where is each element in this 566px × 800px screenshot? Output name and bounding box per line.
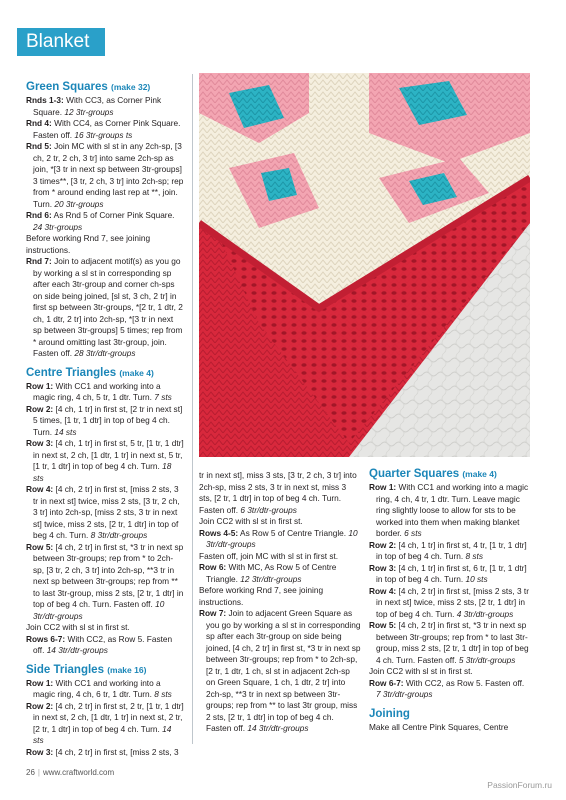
heading-text: Green Squares <box>26 81 108 93</box>
join-note: Join CC2 with sl st in first st. <box>369 666 473 676</box>
instruction-row <box>26 256 184 360</box>
row-count: 28 3tr/dtr-groups <box>74 348 136 358</box>
section-heading-side-triangles <box>26 663 184 677</box>
page-footer <box>26 768 114 777</box>
instruction-row <box>26 678 184 701</box>
row-label: Row 3: <box>369 562 397 573</box>
join-note: Join CC2 with sl st in first st. <box>199 516 303 526</box>
blanket-photo-illustration <box>199 73 530 457</box>
row-count: 16 3tr-groups ts <box>74 129 133 140</box>
row-label: Row 4: <box>369 585 397 596</box>
section-heading-centre-triangles <box>26 366 184 380</box>
row-text: tr in next st], miss 3 sts, [3 tr, 2 ch, 3 tr] into 2ch-sp, miss 2 sts, 3 tr in next st, miss 3 sts, [2 tr, 1 dtr] in top of beg 4 ch. Turn. Fasten off. <box>199 470 357 515</box>
column-2 <box>199 470 361 735</box>
page-title: Blanket <box>17 28 105 56</box>
row-text: With CC4, as Corner Pink Square. Fasten off. <box>33 118 181 140</box>
row-count: 7 sts <box>154 392 172 402</box>
footer-website-link[interactable]: www.craftworld.com <box>42 768 115 777</box>
row-count: 12 3tr/dtr-groups <box>240 573 302 584</box>
row-text: [4 ch, 1 tr] in first st, 6 tr, [1 tr, 1 dtr] in top of beg 4 ch. Turn. <box>376 562 527 584</box>
row-label: Row 1: <box>26 380 54 391</box>
section-heading-green-squares <box>26 80 184 94</box>
instruction-row <box>369 482 529 540</box>
instruction-row <box>26 404 184 439</box>
row-text: As Rnd 5 of Corner Pink Square. <box>51 210 175 220</box>
row-count: 14 sts <box>33 723 172 745</box>
instruction-row <box>199 528 361 551</box>
row-count: 24 3tr-groups <box>33 221 83 232</box>
row-label: Rnd 6: <box>26 210 52 220</box>
row-text: [4 ch, 1 tr] in first st, 5 tr, [1 tr, 1 dtr] in next st, 2 ch, [1 dtr, 1 tr] in next st, 5 tr, [1 tr, 1 dtr] in top of beg 4 ch. Turn. <box>33 438 184 471</box>
joining-text: Make all Centre Pink Squares, Centre <box>369 721 509 732</box>
section-heading-joining: Joining <box>369 707 410 720</box>
instruction-row <box>199 608 361 735</box>
row-label: Rnd 4: <box>26 118 52 128</box>
joining-note: Before working Rnd 7, see joining instructions. <box>26 233 151 255</box>
watermark: PassionForum.ru <box>487 780 552 790</box>
instruction-row <box>26 438 184 484</box>
row-text: [4 ch, 2 tr] in first st, [miss 2 sts, 3 tr in next st] twice, miss 2 sts, [2 tr, 1 dtr] in top of beg 4 ch. Turn. <box>376 585 529 619</box>
instruction-row <box>369 540 529 563</box>
row-count: 6 sts <box>404 528 422 538</box>
row-count: 14 sts <box>54 426 77 437</box>
row-label: Row 6: <box>199 562 227 572</box>
instruction-row <box>369 678 529 701</box>
row-text: Join to adjacent motif(s) as you go by working a sl st in corresponding sp after each 3tr-group and corner ch-sps on side being joined, [sl st, 3 ch, 2 tr] in first sp between 3tr-groups, *[2 tr, 1 dtr, 2 ch, 1 dtr, 2 tr] into 2ch-sp, *[3 tr in next sp between 3tr-groups] 5 times; rep from * around omitting last 3tr-group, join. Fasten off. <box>33 256 183 358</box>
instruction-row <box>26 484 184 542</box>
row-label: Row 5: <box>369 620 397 630</box>
row-text: As Row 5 of Centre Triangle. <box>238 527 349 538</box>
instruction-row <box>26 747 184 759</box>
instruction-continued <box>199 470 361 516</box>
column-3 <box>369 467 529 733</box>
row-count: 14 3tr/dtr-groups <box>46 645 108 655</box>
row-text: [4 ch, 2 tr] in first st, [miss 2 sts, 3 <box>53 746 179 757</box>
heading-text: Quarter Squares <box>369 468 460 480</box>
row-count: 12 3tr-groups <box>64 106 114 117</box>
row-label: Row 6-7: <box>369 677 404 688</box>
row-text: With CC3, as Corner Pink Square. <box>33 95 162 117</box>
join-note: Join CC2 with sl st in first st. <box>26 622 130 632</box>
row-label: Rows 4-5: <box>199 527 239 538</box>
row-text: With CC1 and working into a magic ring, 4 ch, 6 tr, 1 dtr. Turn. <box>33 677 161 699</box>
footer-separator: | <box>37 768 40 777</box>
row-label: Row 4: <box>26 484 54 494</box>
row-label: Row 1: <box>26 677 54 688</box>
instruction-row <box>369 586 529 621</box>
row-text: [4 ch, 2 tr] in first st, [miss 2 sts, 3 tr in next st] twice, miss 2 sts, [3 tr, 2 ch, 3 tr] into 2ch-sp, [miss 2 sts, 3 tr in next st] twice, miss 2 sts, [2 tr, 1 dtr] in top of beg 4 ch. Turn. <box>33 484 180 540</box>
row-count: 7 3tr/dtr-groups <box>376 689 433 699</box>
instruction-row <box>26 210 184 233</box>
instruction-row <box>26 141 184 210</box>
row-text: [4 ch, 2 tr] in first st, *3 tr in next sp between 3tr-groups; rep from * to last 3tr-group, miss 2 sts, [2 tr, 1 dtr] in top of beg 4 ch. Turn. Fasten off. <box>376 620 529 665</box>
heading-text: Side Triangles <box>26 663 104 676</box>
row-text: [4 ch, 1 tr] in first st, 4 tr, [1 tr, 1 dtr] in top of beg 4 ch. Turn. <box>376 539 527 561</box>
row-count: 10 3tr/dtr-groups <box>206 527 358 549</box>
row-label: Row 5: <box>26 541 54 552</box>
row-count: 20 3tr-groups <box>54 198 104 209</box>
row-label: Rnd 5: <box>26 141 52 151</box>
row-count: 6 3tr/dtr-groups <box>240 504 297 515</box>
make-count: (make 4) <box>119 367 154 378</box>
make-count: (make 16) <box>107 664 147 675</box>
row-text: Join to adjacent Green Square as you go by working a sl st in corresponding sp after each 3tr-group on side being joined, [4 ch, 2 tr] in first st, *3 tr in next sp between 3tr-groups; rep from * to 2ch-sp, [2 tr, 1 dtr, 1 ch, sl st in adjacent 2ch-sp on Green Square, 1 ch, 1 dtr, 2 tr] into 2ch-sp, **3 tr in next sp between 3tr-groups; rep from ** to last 3tr group, miss 2 sts, [2 tr, 1 dtr] in top of beg 4 ch. Fasten off. <box>206 608 361 733</box>
fasten-note: Fasten off, join MC with sl st in first st. <box>199 550 339 561</box>
row-text: With CC2, as Row 5. Fasten off. <box>33 633 173 655</box>
row-text: [4 ch, 1 tr] in first st, [2 tr in next st] 5 times, [1 tr, 1 dtr] in top of beg 4 ch. Turn. <box>33 403 183 437</box>
row-text: With CC2, as Row 5. Fasten off. <box>403 677 525 688</box>
row-label: Row 3: <box>26 746 54 757</box>
row-label: Rnd 7: <box>26 256 52 266</box>
row-count: 5 3tr/dtr-groups <box>458 654 516 665</box>
row-count: 10 sts <box>465 574 488 584</box>
instruction-row <box>26 542 184 623</box>
instruction-row <box>26 701 184 747</box>
column-1 <box>26 80 184 758</box>
make-count: (make 32) <box>111 82 151 92</box>
instruction-row <box>199 562 361 585</box>
row-label: Row 2: <box>26 700 54 711</box>
row-label: Rnds 1-3: <box>26 95 64 105</box>
row-count: 18 sts <box>33 461 172 483</box>
make-count: (make 4) <box>462 469 497 479</box>
row-text: [4 ch, 2 tr] in first st, 2 tr, [1 tr, 1 dtr] in next st, 2 ch, [1 dtr, 1 tr] in next st, 2 tr, [2 tr, 1 dtr] in top of beg 4 ch. Turn. <box>33 700 184 734</box>
row-count: 14 3tr/dtr-groups <box>247 723 309 733</box>
row-count: 8 sts <box>154 689 172 699</box>
row-count: 4 3tr/dtr-groups <box>456 608 514 619</box>
row-label: Row 3: <box>26 438 54 448</box>
instruction-row <box>26 95 184 118</box>
joining-note: Before working Rnd 7, see joining instructions. <box>199 585 324 607</box>
blanket-photo <box>199 73 530 457</box>
row-label: Row 2: <box>369 539 397 550</box>
instruction-row <box>26 634 184 657</box>
row-count: 10 3tr/dtr-groups <box>33 599 165 621</box>
row-text: [4 ch, 2 tr] in first st, *3 tr in next sp between 3tr-groups; rep from * to 2ch-sp, [3 tr, 2 ch, 3 tr] into 2ch-sp, **3 tr in next sp between 3tr-groups; rep from ** to last 3tr-group, miss 2 sts, [2 tr, 1 dtr] in top of beg 4 ch. Turn. Fasten off. <box>33 541 184 609</box>
row-label: Rows 6-7: <box>26 633 66 644</box>
section-heading-quarter-squares <box>369 467 529 481</box>
row-text: With CC1 and working into a magic ring, 4 ch, 5 tr, 1 dtr. Turn. <box>33 380 161 402</box>
row-count: 8 sts <box>465 551 484 561</box>
column-divider <box>192 74 193 744</box>
row-text: With CC1 and working into a magic ring, 4 ch, 4 tr, 1 dtr. Turn. Leave magic ring slightly loose to allow for sts to be worked into them when making blanket border. <box>376 482 529 538</box>
instruction-row <box>26 118 184 141</box>
row-count: 8 3tr/dtr-groups <box>90 530 148 540</box>
row-label: Row 7: <box>199 608 227 618</box>
row-label: Row 1: <box>369 482 397 492</box>
page-number: 26 <box>26 768 35 777</box>
row-text: Join MC with sl st in any 2ch-sp, [3 ch, 2 tr, 2 ch, 3 tr] into same 2ch-sp as join, *[3 tr in next sp between 3tr-groups] 3 times**, [3 tr, 2 ch, 3 tr] into 2ch-sp; rep from * around ending last rep at **, join. Turn. <box>33 141 184 209</box>
row-label: Row 2: <box>26 403 54 414</box>
row-text: With MC, As Row 5 of Centre Triangle. <box>206 562 337 584</box>
instruction-row <box>26 381 184 404</box>
instruction-row <box>369 620 529 666</box>
heading-text: Centre Triangles <box>26 366 117 379</box>
instruction-row <box>369 563 529 586</box>
